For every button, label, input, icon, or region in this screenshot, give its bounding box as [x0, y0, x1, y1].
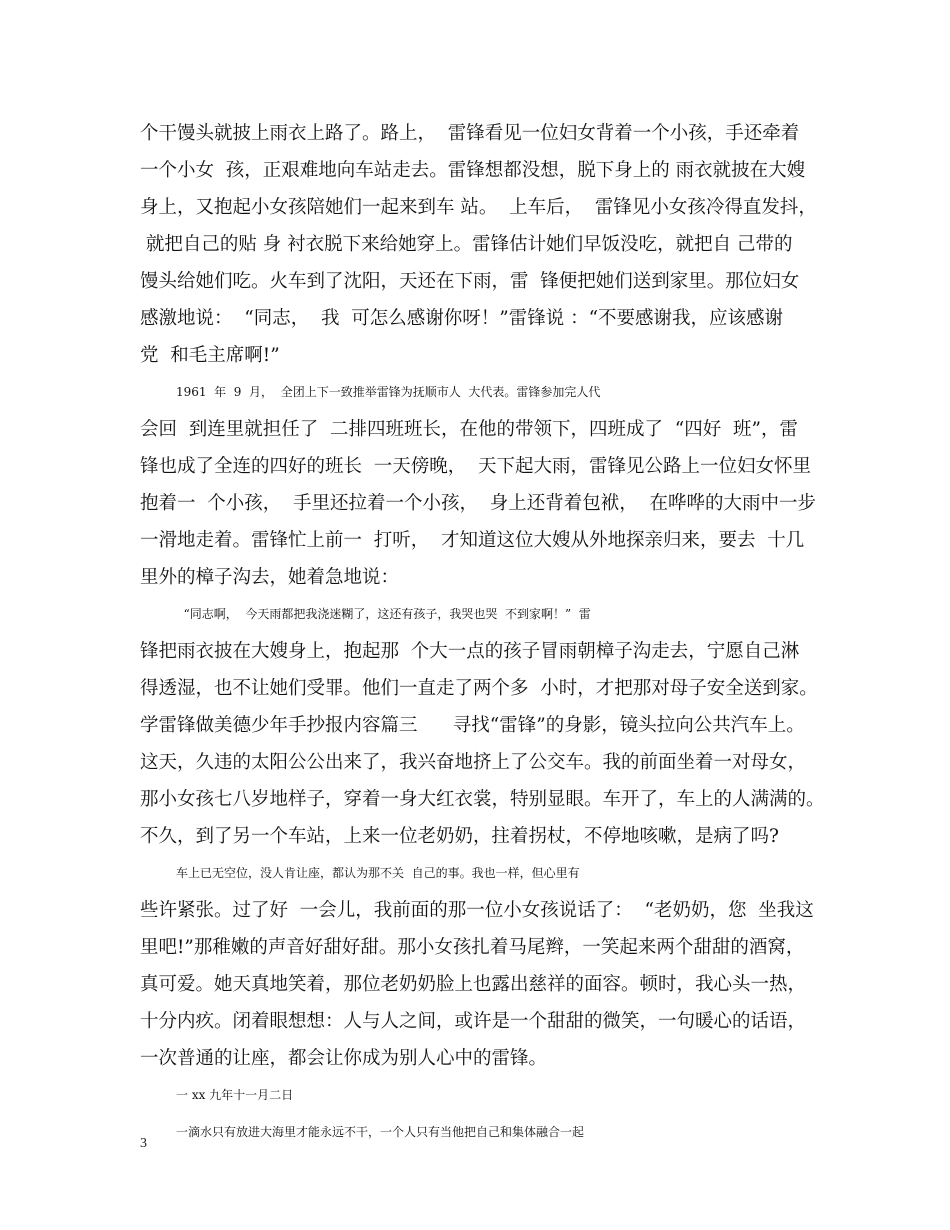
text-line: 那小女孩七八岁地样子，穿着一身大红衣裳，特别显眼。车开了，车上的人满满的。	[140, 789, 825, 810]
text-line: 一滑地走着。雷锋忙上前一 打听， 才知道这位大嫂从外地探亲归来，要去 十几	[140, 530, 805, 551]
text-line: 1961 年 9 月， 全团上下一致推举雷锋为抚顺市人 大代表。雷锋参加完人代	[176, 385, 601, 399]
text-line: 十分内疚。闭着眼想想：人与人之间，或许是一个甜甜的微笑，一句暖心的话语，	[140, 1011, 807, 1032]
text-line: 就把自己的贴 身 衬衣脱下来给她穿上。雷锋估计她们早饭没吃，就把自 己带的	[140, 234, 793, 255]
text-line: 里外的樟子沟去，她着急地说：	[140, 567, 400, 588]
text-line: 车上已无空位，没人肯让座，都认为那不关 自己的事。我也一样，但心里有	[176, 866, 580, 880]
text-line: 锋也成了全连的四好的班长 一天傍晚， 天下起大雨，雷锋见公路上一位妇女怀里	[140, 456, 812, 477]
text-line: 一 xx 九年十一月二日	[176, 1088, 294, 1102]
text-line: “同志啊， 今天雨都把我浇迷糊了，这还有孩子，我哭也哭 不到家啊！” 雷	[176, 607, 591, 621]
text-line: 一次普通的让座，都会让你成为别人心中的雷锋。	[140, 1048, 548, 1069]
text-line: 个干馒头就披上雨衣上路了。路上， 雷锋看见一位妇女背着一个小孩，手还牵着	[140, 123, 800, 144]
text-line: 学雷锋做美德少年手抄报内容篇三 寻找“雷锋”的身影，镜头拉向公共汽车上。	[140, 715, 805, 736]
text-line: 里吧!”那稚嫩的声音好甜好甜。那小女孩扎着马尾辫，一笑起来两个甜甜的酒窝，	[140, 937, 805, 958]
page-number: 3	[140, 1136, 147, 1151]
text-line: 一滴水只有放进大海里才能永远不干，一个人只有当他把自己和集体融合一起	[176, 1125, 585, 1139]
document-body	[140, 115, 840, 1151]
text-line: 些许紧张。过了好 一会儿，我前面的那一位小女孩说话了： “老奶奶，您 坐我这	[140, 900, 814, 921]
text-line: 一个小女 孩，正艰难地向车站走去。雷锋想都没想，脱下身上的 雨衣就披在大嫂	[140, 160, 806, 181]
text-line: 馒头给她们吃。火车到了沈阳，天还在下雨，雷 锋便把她们送到家里。那位妇女	[140, 271, 800, 292]
text-line: 这天，久违的太阳公公出来了，我兴奋地挤上了公交车。我的前面坐着一对母女，	[140, 752, 807, 773]
text-line: 党 和毛主席啊!”	[140, 345, 280, 366]
text-line: 抱着一 个小孩， 手里还拉着一个小孩， 身上还背着包袱， 在哗哗的大雨中一步	[140, 493, 817, 514]
text-line: 不久，到了另一个车站，上来一位老奶奶，拄着拐杖，不停地咳嗽，是病了吗?	[140, 826, 779, 847]
text-line: 身上，又抱起小女孩陪她们一起来到车 站。 上车后， 雷锋见小女孩冷得直发抖，	[140, 197, 817, 218]
text-line: 得透湿，也不让她们受罪。他们一直走了两个多 小时，才把那对母子安全送到家。	[140, 678, 818, 699]
text-line: 感激地说： “同志， 我 可怎么感谢你呀！”雷锋说 ：“不要感谢我，应该感谢	[140, 308, 784, 329]
text-line: 真可爱。她天真地笑着，那位老奶奶脸上也露出慈祥的面容。顿时，我心头一热，	[140, 974, 807, 995]
text-line: 锋把雨衣披在大嫂身上，抱起那 个大一点的孩子冒雨朝樟子沟走去，宁愿自己淋	[140, 641, 800, 662]
text-line: 会回 到连里就担任了 二排四班班长，在他的带领下，四班成了 “四好 班”，雷	[140, 419, 798, 440]
